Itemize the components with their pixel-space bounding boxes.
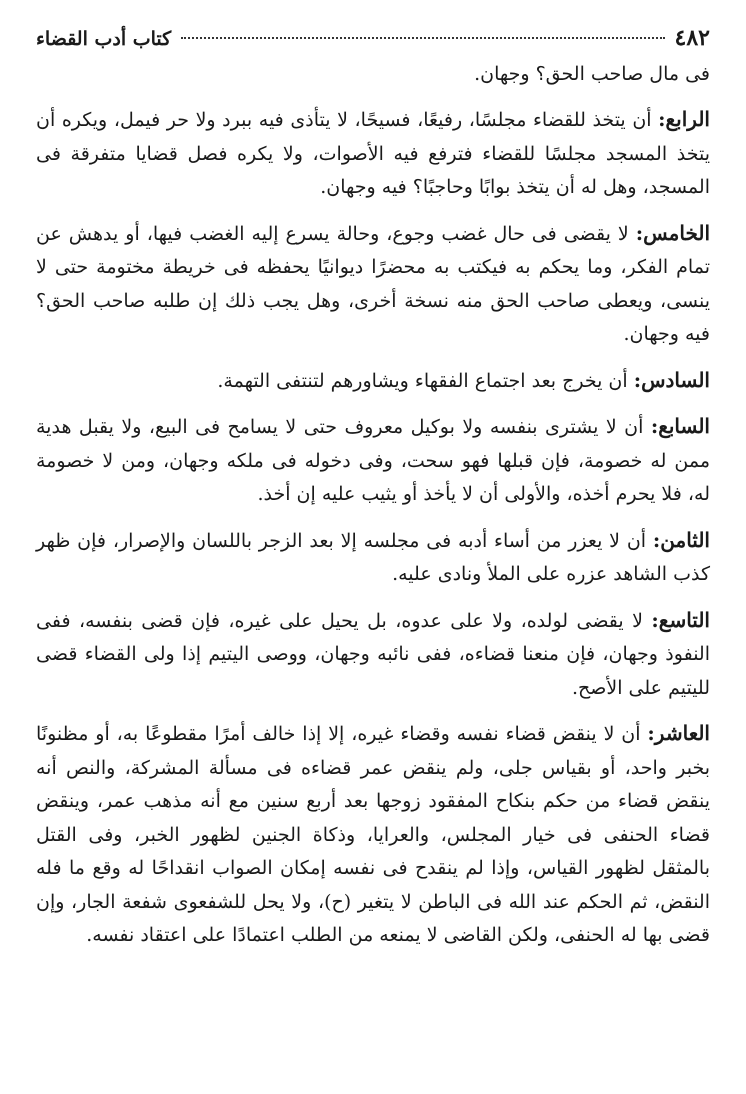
paragraph-sixth <box>36 364 710 399</box>
paragraph-lead: الثامن: <box>652 527 710 552</box>
paragraph-lead: السادس: <box>633 367 710 392</box>
paragraph-text: أن لا ينقض قضاء نفسه وقضاء غيره، إلا إذا خالف أمرًا مقطوعًا به، أو مظنونًا بخبر واحد، أو بقياس جلى، ولم ينقض عمر قضاءه فى مسألة المشركة، والنص أنه ينقض قضاء من حكم بنكاح المفقود زوجها بعد أربع سنين مع أنه مذهب عمر، وينقض قضاء الحنفى فى خيار المجلس، والعرايا، وذكاة الجنين لظهور الخبر، وفى القتل بالمثقل لظهور القياس، وإذا لم ينقدح فى نفسه إمكان الصواب انقداحًا له وقع ما فله النقض، ثم الحكم عند الله فى الباطن لا يتغير (ح)، ولا يحل للشفعوى شفعة الجار، وإن قضى بها له الحنفى، ولكن القاضى لا يمنعه من الطلب اعتمادًا على اعتقاد نفسه. <box>36 723 710 946</box>
paragraph-text: أن يخرج بعد اجتماع الفقهاء ويشاورهم لتنتفى التهمة. <box>217 369 634 392</box>
continuation-line: فى مال صاحب الحق؟ وجهان. <box>474 63 710 85</box>
page-header <box>36 22 710 54</box>
paragraph-fourth <box>36 103 710 205</box>
paragraph-ninth <box>36 604 710 706</box>
paragraph-text: لا يقضى لولده، ولا على عدوه، بل يحيل على غيره، فإن قضى بنفسه، ففى النفوذ وجهان، فإن منعنا قضاءه، ففى نائبه وجهان، ووصى اليتيم إذا ولى القضاء قضى لليتيم على الأصح. <box>36 609 710 699</box>
paragraph-seventh <box>36 410 710 512</box>
paragraph-text: لا يقضى فى حال غضب وجوع، وحالة يسرع إليه الغضب فيها، أو يدهش عن تمام الفكر، وما يحكم به فيكتب به محضرًا ديوانيًا يحفظه فى خريطة مختومة حتى لا ينسى، ويعطى صاحب الحق منه نسخة أخرى، وهل يجب ذلك إن طلبه صاحب الحق؟ فيه وجهان. <box>36 222 710 345</box>
paragraph-lead: السابع: <box>650 414 710 438</box>
running-title: كتاب أدب القضاء <box>36 28 172 50</box>
paragraph-eighth <box>36 524 710 592</box>
paragraph-text: أن لا يشترى بنفسه ولا بوكيل معروف حتى لا يسامح فى البيع، ولا يقبل هدية ممن له خصومة، فإن قبلها فهو سحت، وفى دخوله فى ملكه وجهان، ومن لا خصومة له، فلا يحرم أخذه، والأولى أن لا يأخذ أو يثيب عليه إن أخذ. <box>36 416 710 505</box>
paragraph-text: أن لا يعزر من أساء أدبه فى مجلسه إلا بعد الزجر باللسان والإصرار، فإن ظهر كذب الشاهد عزره على الملأ ونادى عليه. <box>36 529 710 585</box>
paragraph-text: أن يتخذ للقضاء مجلسًا، رفيعًا، فسيحًا، لا يتأذى فيه ببرد ولا حر فيمل، ويكره أن يتخذ المسجد مجلسًا للقضاء فترفع فيه الأصوات، ولا يكره فصل قضايا متفرقة فى المسجد، وهل له أن يتخذ بوابًا وحاجبًا؟ فيه وجهان. <box>36 109 710 198</box>
page-number: ٤٨٢ <box>674 25 710 51</box>
header-dot-leader <box>181 37 664 39</box>
paragraph-lead: الرابع: <box>658 107 710 131</box>
book-page <box>36 22 710 953</box>
paragraph-lead: التاسع: <box>651 607 710 632</box>
paragraph-lead: الخامس: <box>635 220 710 245</box>
paragraph-tenth <box>36 717 710 953</box>
paragraph-fifth <box>36 217 710 352</box>
paragraph-lead: العاشر: <box>647 721 710 745</box>
